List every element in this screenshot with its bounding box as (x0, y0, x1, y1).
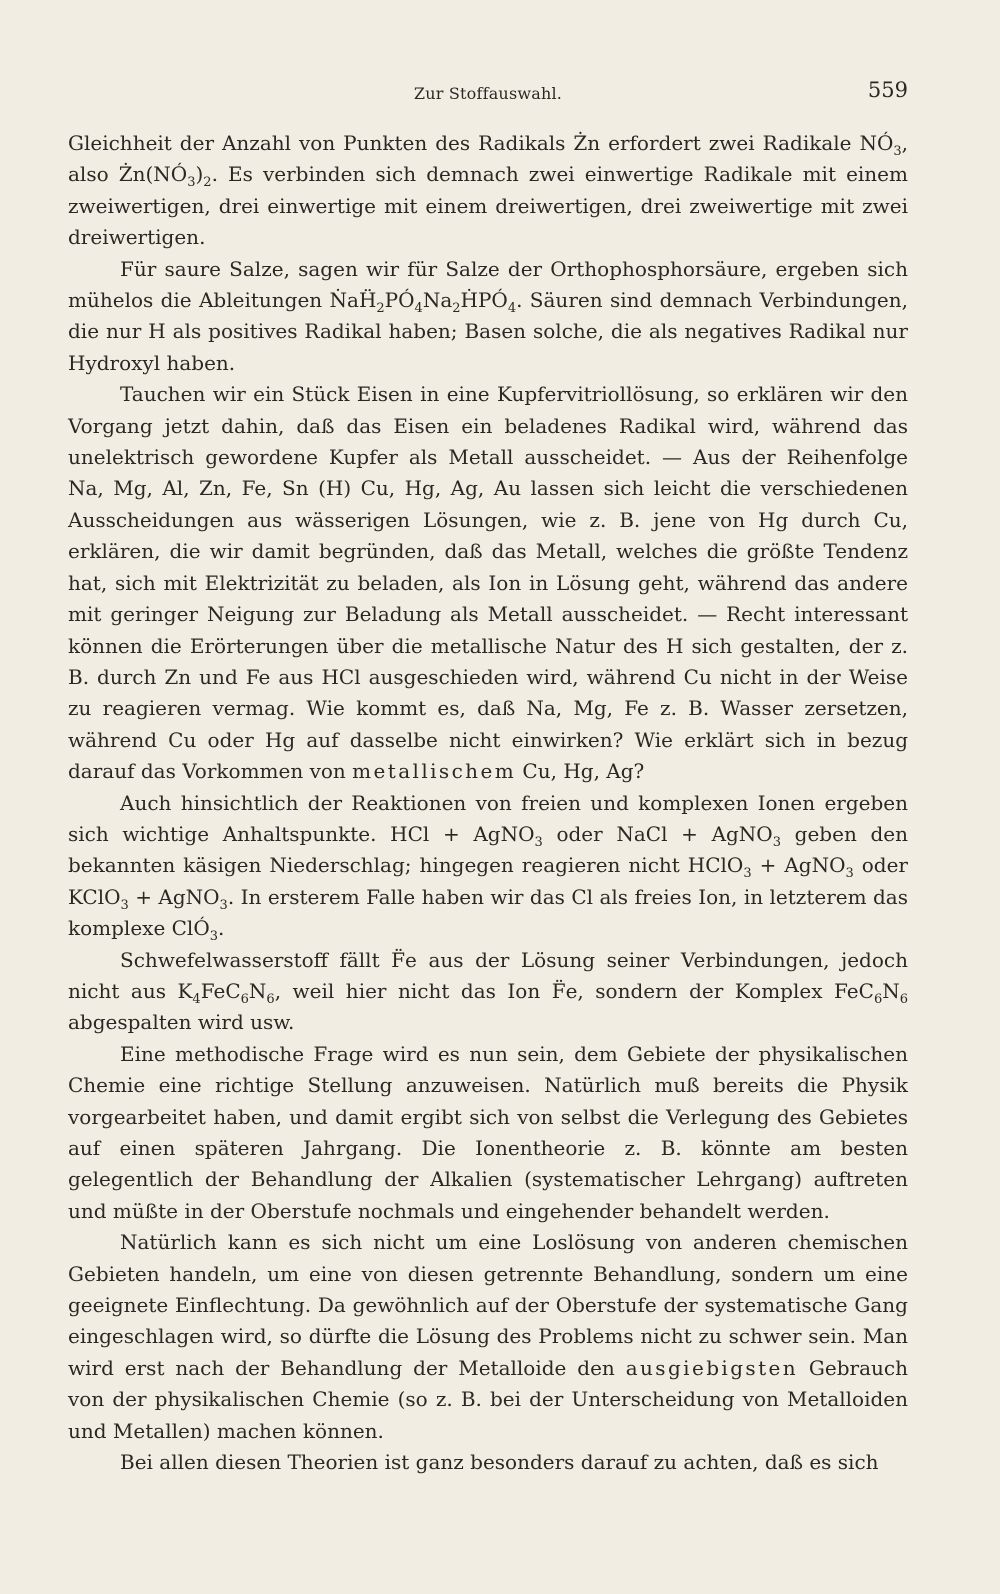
text-run: Für saure Salze, sagen wir für Salze der Orthophosphorsäure, ergeben sich mühelos die Ableitungen ṄaḦ (68, 256, 908, 313)
text-run: . In ersterem Falle haben wir das Cl als freies Ion, in letzterem das komplexe ClÓ (68, 884, 908, 941)
subscript: 3 (187, 175, 196, 191)
subscript: 6 (899, 991, 908, 1007)
subscript: 3 (893, 144, 902, 159)
paragraph (68, 1227, 908, 1447)
text-run: ) (195, 162, 204, 187)
text-run: . (218, 916, 225, 941)
subscript: 3 (219, 897, 228, 913)
text-run: Cu, Hg, Ag? (516, 759, 645, 784)
text-run: , weil hier nicht das Ion F̈e, sondern der Komplex FeC (274, 978, 874, 1003)
paragraph (68, 945, 908, 1039)
subscript: 6 (266, 991, 275, 1007)
subscript: 6 (240, 991, 249, 1007)
subscript: 3 (772, 834, 781, 850)
text-run: ḢPÓ (460, 288, 508, 313)
subscript: 4 (192, 991, 201, 1007)
text-run: Na (422, 288, 453, 313)
text-run: geben den bekannten käsigen Niederschlag; hingegen reagieren nicht HClO (68, 821, 909, 878)
paragraph (68, 788, 908, 945)
subscript: 3 (209, 929, 219, 945)
subscript: 3 (743, 866, 752, 882)
paragraph (68, 128, 908, 254)
paragraph (68, 254, 908, 380)
text-run: Natürlich kann es sich nicht um eine Loslösung von anderen chemischen Gebieten handeln, um eine von diesen getrennte Behandlung, sondern um eine geeignete Einflechtung. Da gewöhnlich auf der Oberstufe der systematische Gang eingeschlagen wird, so dürfte die Lösung des Problems nicht zu schwer sein. Man wird erst nach der Behandlung der Metalloide den (68, 1230, 908, 1380)
subscript: 3 (120, 897, 129, 913)
text-run: abgespalten wird usw. (68, 1010, 295, 1035)
subscript: 6 (873, 991, 883, 1007)
text-run: . Säuren sind demnach Verbindungen, die nur H als positives Radikal haben; Basen solche, die als negatives Radikal nur Hydroxyl haben. (68, 288, 908, 375)
text-run: N (248, 978, 267, 1003)
paragraph (68, 1039, 908, 1227)
subscript: 2 (452, 301, 461, 317)
text-run: + AgNO (128, 884, 220, 909)
text-run: oder KClO (68, 853, 908, 909)
text-run: + AgNO (751, 853, 846, 878)
body-text (68, 128, 908, 1478)
subscript: 4 (414, 301, 423, 317)
paragraph (68, 379, 908, 787)
emphasis-spaced: metallischem (352, 759, 517, 784)
text-run: Gleichheit der Anzahl von Punkten des Radikals Żn erfordert zwei Radikale NÓ (68, 131, 894, 155)
subscript: 4 (507, 301, 517, 317)
subscript: 2 (203, 175, 212, 191)
text-run: Eine methodische Frage wird es nun sein, dem Gebiete der physikalischen Chemie eine richtige Stellung anzuweisen. Natürlich muß bereits die Physik vorgearbeitet haben, und damit ergibt sich von selbst die Verlegung des Gebietes auf einen späteren Jahrgang. Die Ionentheorie z. B. könnte am besten gelegentlich der Behandlung der Alkalien (systematischer Lehrgang) auftreten und müßte in der Oberstufe nochmals und eingehender behandelt werden. (68, 1041, 908, 1223)
paragraph (68, 1447, 908, 1478)
subscript: 2 (376, 301, 385, 317)
text-run: Bei allen diesen Theorien ist ganz besonders darauf zu achten, daß es sich (120, 1450, 879, 1475)
running-title: Zur Stoffauswahl. (413, 84, 563, 103)
text-run: Auch hinsichtlich der Reaktionen von freien und komplexen Ionen ergeben sich wichtige Anhaltspunkte. HCl + AgNO (68, 790, 908, 846)
text-run: Schwefelwasserstoff fällt F̈e aus der Lösung seiner Verbindungen, jedoch nicht aus K (68, 947, 908, 1003)
emphasis-spaced: ausgiebigsten (625, 1355, 799, 1380)
text-run: FeC (200, 978, 241, 1003)
text-run: PÓ (384, 288, 415, 313)
subscript: 3 (845, 866, 854, 882)
page-header (68, 78, 908, 108)
page-number: 559 (867, 78, 908, 102)
text-run: Tauchen wir ein Stück Eisen in eine Kupfervitriollösung, so erklären wir den Vorgang jetzt dahin, daß das Eisen ein beladenes Radikal wird, während das unelektrisch gewordene Kupfer als Metall ausscheidet. — Aus der Reihenfolge Na, Mg, Al, Zn, Fe, Sn (H) Cu, Hg, Ag, Au lassen sich leicht die verschiedenen Ausscheidungen aus wässerigen Lösungen, wie z. B. jene von Hg durch Cu, erklären, die wir damit begründen, daß das Metall, welches die größte Tendenz hat, sich mit Elektrizität zu beladen, als Ion in Lösung geht, während das andere mit geringer Neigung zur Beladung als Metall ausscheidet. — Recht interessant können die Erörterungen über die metallische Natur des H sich gestalten, der z. B. durch Zn und Fe aus HCl ausgeschieden wird, während Cu nicht in der Weise zu reagieren vermag. Wie kommt es, daß Na, Mg, Fe z. B. Wasser zersetzen, während Cu oder Hg auf dasselbe nicht einwirken? Wie erklärt sich in bezug darauf das Vorkommen von (68, 382, 908, 784)
text-run: , also Żn(NÓ (68, 131, 908, 187)
text-run: N (882, 978, 900, 1003)
text-run: oder NaCl + AgNO (542, 821, 773, 846)
subscript: 3 (534, 834, 543, 850)
text-run: Gebrauch von der physikalischen Chemie (so z. B. bei der Unterscheidung von Metalloiden und Metallen) machen können. (68, 1355, 908, 1443)
text-run: . Es verbinden sich demnach zwei einwertige Radikale mit einem zweiwertigen, drei einwertige mit einem dreiwertigen, drei zweiwertige mit zwei dreiwertigen. (68, 162, 908, 250)
